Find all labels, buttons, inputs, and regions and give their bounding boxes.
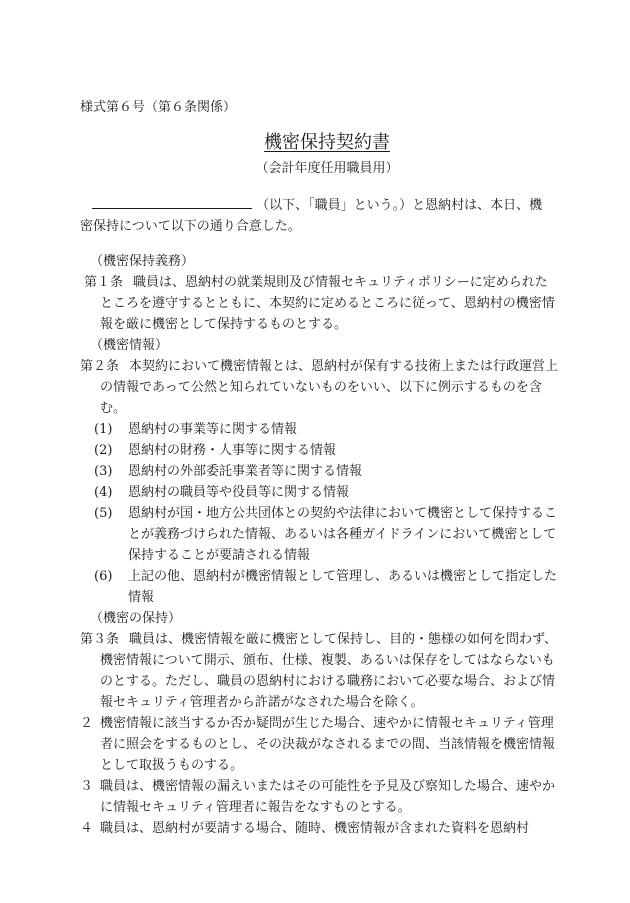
- signature-blank: [92, 195, 252, 209]
- article-2-text: 本契約において機密情報とは、恩納村が保有する技術上または行政運営上の情報であって公然と知られていないものをいい、以下に例示するものを含む。: [100, 359, 559, 416]
- item-text: 恩納村の事業等に関する情報: [128, 422, 298, 437]
- paragraph-number: ２: [80, 716, 94, 731]
- paragraph-text: 機密情報に該当するか否か疑問が生じた場合、速やかに情報セキュリティ管理者に照会をするものとし、その決裁がなされるまでの間、当該情報を機密情報として取扱うものする。: [100, 716, 556, 773]
- section-heading-3: （機密の保持）: [90, 611, 182, 626]
- article-paragraph: [80, 776, 560, 818]
- item-number: (1): [94, 422, 113, 437]
- article-2-head: 第２条: [80, 359, 120, 374]
- intro-text-2: 密保持について以下の通り合意した。: [80, 219, 301, 234]
- article-paragraph: [80, 713, 560, 776]
- intro-text-1: （以下、「職員」という。）と恩納村は、本日、機: [256, 198, 543, 213]
- item-number: (3): [94, 464, 113, 479]
- item-number: (4): [94, 485, 113, 500]
- item-text: 恩納村の職員等や役員等に関する情報: [128, 485, 350, 500]
- page-title: 機密保持契約書: [264, 132, 390, 153]
- article-1-text: 職員は、恩納村の就業規則及び情報セキュリティポリシーに定められたところを遵守するとともに、本契約に定めるところに従って、恩納村の機密情報を厳に機密として保持するものとする。: [100, 275, 555, 332]
- list-item: [80, 503, 560, 566]
- article-3: [80, 629, 560, 713]
- paragraph-text: 職員は、機密情報の漏えいまたはその可能性を予見及び察知した場合、速やかに情報セキュリティ管理者に報告をなすものとする。: [100, 779, 556, 815]
- paragraph-number: ４: [80, 821, 94, 836]
- list-item: [80, 419, 560, 440]
- list-item: [80, 440, 560, 461]
- article-3-text: 職員は、機密情報を厳に機密として保持し、目的・態様の如何を問わず、機密情報について開示、頒布、仕様、複製、あるいは保存をしてはならないものとする。ただし、職員の恩納村における職務において必要な場合、および情報セキュリティ管理者から許諾がなされた場合を除く。: [100, 632, 557, 710]
- section-heading-1: （機密保持義務）: [90, 254, 195, 269]
- item-text: 恩納村の財務・人事等に関する情報: [128, 443, 337, 458]
- list-item: [80, 461, 560, 482]
- intro-paragraph: [80, 195, 560, 237]
- item-number: (6): [94, 569, 113, 584]
- article-2: [80, 356, 560, 419]
- article-3-head: 第３条: [80, 632, 120, 647]
- article-paragraph: [80, 818, 560, 839]
- item-number: (5): [94, 506, 113, 521]
- item-number: (2): [94, 443, 113, 458]
- paragraph-number: ３: [80, 779, 94, 794]
- form-number: 様式第６号（第６条関係）: [80, 100, 237, 115]
- item-text: 恩納村の外部委託事業者等に関する情報: [128, 464, 363, 479]
- list-item: [80, 482, 560, 503]
- section-heading-2: （機密情報）: [90, 338, 169, 353]
- article-1: [80, 272, 560, 335]
- item-text: 恩納村が国・地方公共団体との契約や法律において機密として保持することが義務づけられた情報、あるいは各種ガイドラインにおいて機密として保持することが要請される情報: [128, 506, 558, 563]
- item-text: 上記の他、恩納村が機密情報として管理し、あるいは機密として指定した情報: [128, 569, 558, 605]
- list-item: [80, 566, 560, 608]
- page-subtitle: （会計年度任用職員用）: [255, 161, 399, 176]
- article-1-head: 第１条: [84, 275, 124, 290]
- paragraph-text: 職員は、恩納村が要請する場合、随時、機密情報が含まれた資料を恩納村: [100, 821, 530, 836]
